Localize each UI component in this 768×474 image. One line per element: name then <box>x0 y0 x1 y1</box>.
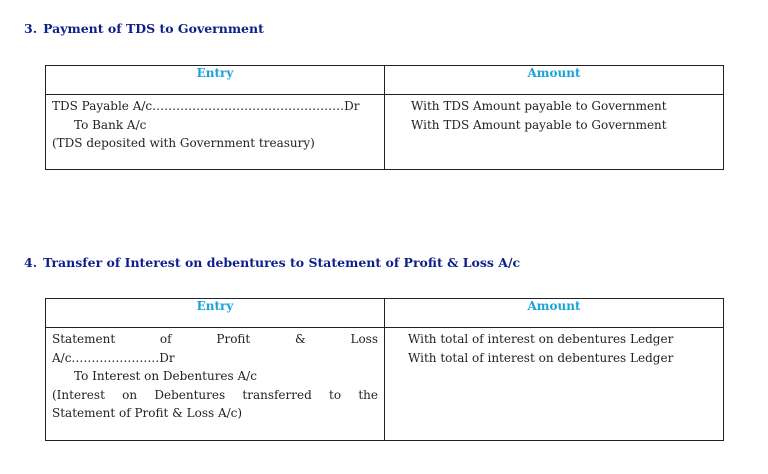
amount-cell <box>385 95 724 170</box>
entry-column-header: Entry <box>46 66 385 95</box>
entry-cell <box>46 95 385 170</box>
entry-narration: Statement of Profit & Loss A/c) <box>52 406 243 420</box>
entry-cell <box>46 328 385 441</box>
amount-line: With TDS Amount payable to Government <box>411 117 667 132</box>
entry-line: Statement of Profit & Loss <box>52 332 378 346</box>
amount-cell <box>385 328 724 441</box>
amount-column-header: Amount <box>385 66 724 95</box>
entry-line: To Bank A/c <box>74 117 147 132</box>
entry-line: A/c………………….Dr <box>52 350 175 365</box>
amount-line: With TDS Amount payable to Government <box>411 99 667 113</box>
journal-entry-table <box>45 298 724 441</box>
section-number: 3. <box>24 21 38 36</box>
amount-line: With total of interest on debentures Ledger <box>408 350 674 365</box>
journal-entry-table <box>45 65 724 170</box>
entry-line: TDS Payable A/c…………………………………………Dr <box>52 99 360 113</box>
section-title-text: Transfer of Interest on debentures to Statement of Profit & Loss A/c <box>43 255 521 270</box>
entry-narration: (Interest on Debentures transferred to the <box>52 387 378 402</box>
entry-narration: (TDS deposited with Government treasury) <box>52 136 315 150</box>
section-number: 4. <box>24 255 38 270</box>
section-title-text: Payment of TDS to Government <box>43 21 264 36</box>
amount-line: With total of interest on debentures Ledger <box>408 332 674 346</box>
entry-column-header: Entry <box>46 299 385 328</box>
section-title <box>24 21 264 36</box>
amount-column-header: Amount <box>385 299 724 328</box>
entry-line: To Interest on Debentures A/c <box>74 369 257 383</box>
section-title <box>24 255 520 270</box>
